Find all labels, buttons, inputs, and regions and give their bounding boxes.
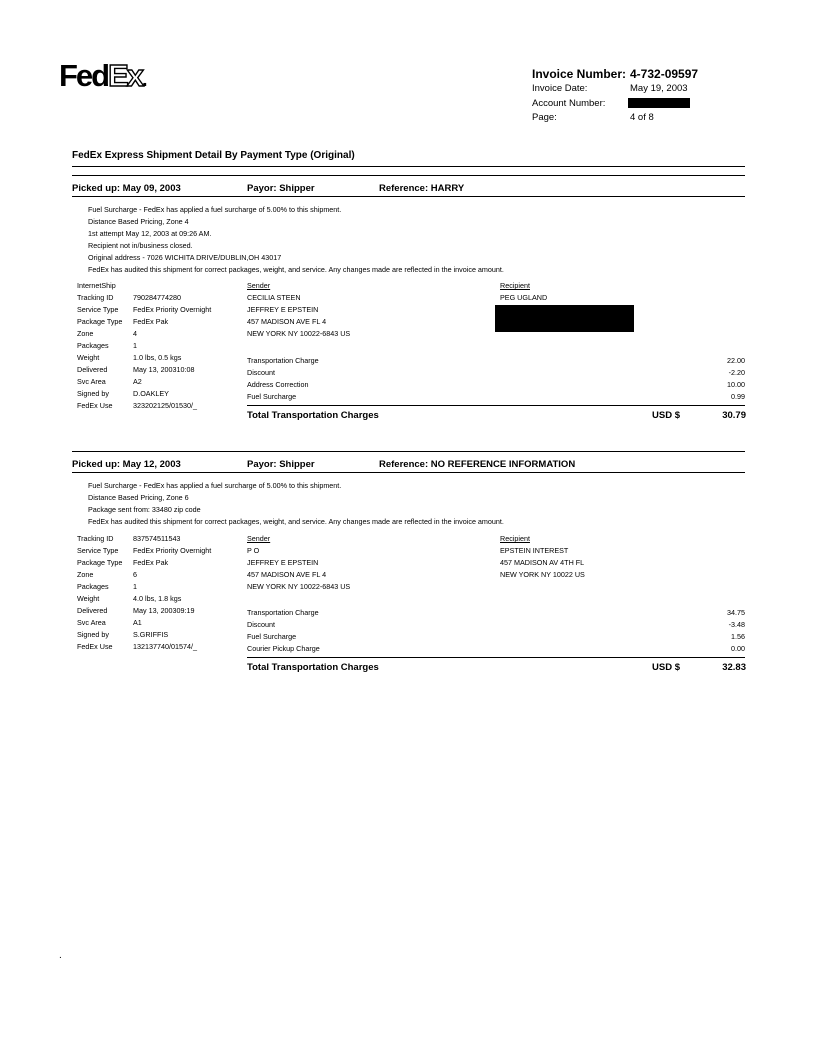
divider [72, 166, 745, 167]
payor: Payor: Shipper [247, 459, 315, 470]
detail-label: Packages [77, 341, 109, 350]
detail-row [77, 280, 242, 292]
sender-block [247, 533, 350, 593]
sender-line: P O [247, 545, 260, 555]
detail-value: 323202125/01530/_ [133, 401, 197, 410]
note-line: 1st attempt May 12, 2003 at 09:26 AM. [88, 228, 212, 238]
note-line: FedEx has audited this shipment for correct packages, weight, and service. Any changes made are reflected in the invoice amount. [88, 516, 504, 526]
detail-value: FedEx Pak [133, 558, 169, 567]
detail-row [77, 400, 242, 412]
detail-row [77, 304, 242, 316]
charge-amount: -2.20 [728, 368, 745, 377]
recipient-label: Recipient [500, 534, 530, 543]
reference: Reference: NO REFERENCE INFORMATION [379, 459, 576, 470]
detail-label: Tracking ID [77, 534, 114, 543]
recipient-line: 457 MADISON AV 4TH FL [500, 557, 585, 567]
detail-value: FedEx Priority Overnight [133, 305, 212, 314]
note-line: Fuel Surcharge - FedEx has applied a fuel surcharge of 5.00% to this shipment. [88, 481, 342, 490]
note-line: Fuel Surcharge - FedEx has applied a fuel surcharge of 5.00% to this shipment. [88, 205, 342, 214]
sender-block [247, 280, 350, 340]
charge-label: Fuel Surcharge [247, 392, 297, 401]
detail-value: A1 [133, 618, 142, 627]
note-line: Recipient not in/business closed. [88, 240, 193, 250]
detail-row [77, 617, 242, 629]
detail-value: 4.0 lbs, 1.8 kgs [133, 594, 182, 603]
shipment-details [77, 533, 242, 653]
total-divider [247, 657, 745, 658]
charge-label: Transportation Charge [247, 356, 319, 365]
divider [72, 472, 745, 473]
invoice-date-label: Invoice Date: [532, 83, 588, 94]
note-line: Distance Based Pricing, Zone 4 [88, 216, 189, 226]
detail-row [77, 629, 242, 641]
detail-value: S.GRIFFIS [133, 630, 169, 639]
detail-label: Signed by [77, 389, 109, 398]
charge-label: Fuel Surcharge [247, 632, 297, 641]
detail-label: Packages [77, 582, 109, 591]
recipient-label: Recipient [500, 281, 530, 290]
sender-label: Sender [247, 534, 271, 543]
charge-amount: 1.56 [731, 632, 745, 641]
charge-amount: 34.75 [727, 608, 745, 617]
detail-value: FedEx Priority Overnight [133, 546, 212, 555]
charges-table [247, 607, 745, 655]
detail-label: FedEx Use [77, 401, 113, 410]
charge-row [247, 607, 745, 619]
detail-value: 132137740/01574/_ [133, 642, 197, 651]
payor: Payor: Shipper [247, 183, 315, 194]
detail-row [77, 352, 242, 364]
detail-row [77, 316, 242, 328]
logo-ex: Ex [108, 58, 143, 93]
detail-label: Tracking ID [77, 293, 114, 302]
charge-row [247, 643, 745, 655]
recipient-line: NEW YORK NY 10022 US [500, 569, 585, 579]
detail-value: 4 [133, 329, 137, 338]
charge-amount: 10.00 [727, 380, 745, 389]
charge-row [247, 355, 745, 367]
detail-label: Service Type [77, 305, 119, 314]
recipient-block [500, 533, 585, 581]
detail-row [77, 376, 242, 388]
divider [72, 451, 745, 452]
detail-row [77, 593, 242, 605]
reference: Reference: HARRY [379, 183, 465, 194]
detail-label: Package Type [77, 317, 123, 326]
detail-row [77, 388, 242, 400]
charge-row [247, 379, 745, 391]
tracking-id: 837574511543 [133, 534, 181, 543]
charge-amount: 0.00 [731, 644, 745, 653]
section-title: FedEx Express Shipment Detail By Payment Type (Original) [72, 150, 355, 161]
page-number: 4 of 8 [630, 112, 654, 123]
charge-row [247, 619, 745, 631]
detail-label: Signed by [77, 630, 109, 639]
fedex-logo [59, 60, 146, 91]
detail-label: Svc Area [77, 618, 106, 627]
currency: USD $ [652, 662, 680, 673]
total-label: Total Transportation Charges [247, 662, 379, 673]
charge-amount: 0.99 [731, 392, 745, 401]
picked-up-date: Picked up: May 12, 2003 [72, 459, 181, 470]
logo-fed: Fed [59, 58, 109, 93]
invoice-date: May 19, 2003 [630, 83, 688, 94]
currency: USD $ [652, 410, 680, 421]
detail-label: Weight [77, 353, 100, 362]
sender-line: CECILIA STEEN [247, 292, 301, 302]
detail-row [77, 533, 242, 545]
detail-row [77, 340, 242, 352]
divider [72, 175, 745, 176]
note-line: Distance Based Pricing, Zone 6 [88, 492, 189, 502]
detail-row [77, 328, 242, 340]
charge-row [247, 631, 745, 643]
detail-value: May 13, 200309:19 [133, 606, 195, 615]
note-line: Original address - 7026 WICHITA DRIVE/DUBLIN,OH 43017 [88, 252, 282, 262]
footer-mark: . [59, 950, 62, 961]
note-line: FedEx has audited this shipment for correct packages, weight, and service. Any changes made are reflected in the invoice amount. [88, 264, 504, 274]
detail-row [77, 545, 242, 557]
detail-value: May 13, 200310:08 [133, 365, 195, 374]
detail-label: Service Type [77, 546, 119, 555]
redacted-recipient-address [495, 305, 634, 332]
charge-amount: -3.48 [728, 620, 745, 629]
total-label: Total Transportation Charges [247, 410, 379, 421]
charges-table [247, 355, 745, 403]
detail-label: Delivered [77, 606, 108, 615]
tracking-id: 790284774280 [133, 293, 181, 302]
invoice-number-label: Invoice Number: [532, 67, 627, 81]
shipment-details [77, 280, 242, 412]
account-number-label: Account Number: [532, 98, 606, 109]
total-divider [247, 405, 745, 406]
sender-line: JEFFREY E EPSTEIN [247, 304, 319, 314]
recipient-line: EPSTEIN INTEREST [500, 545, 569, 555]
total-amount: 32.83 [722, 662, 746, 673]
logo-dot: . [142, 69, 146, 91]
charge-label: Courier Pickup Charge [247, 644, 320, 653]
detail-value: FedEx Pak [133, 317, 169, 326]
invoice-number: 4-732-09597 [630, 67, 699, 81]
charge-row [247, 391, 745, 403]
charge-amount: 22.00 [727, 356, 745, 365]
charge-label: Transportation Charge [247, 608, 319, 617]
detail-value: 1 [133, 341, 137, 350]
detail-row [77, 364, 242, 376]
detail-row [77, 569, 242, 581]
detail-row [77, 292, 242, 304]
detail-label: InternetShip [77, 281, 116, 290]
detail-row [77, 581, 242, 593]
page-label: Page: [532, 112, 557, 123]
detail-label: Weight [77, 594, 100, 603]
sender-line: 457 MADISON AVE FL 4 [247, 569, 327, 579]
detail-value: 6 [133, 570, 137, 579]
sender-label: Sender [247, 281, 271, 290]
shipment-notes [88, 204, 504, 275]
detail-value: 1.0 lbs, 0.5 kgs [133, 353, 182, 362]
sender-line: NEW YORK NY 10022-6843 US [247, 581, 351, 591]
sender-line: 457 MADISON AVE FL 4 [247, 316, 327, 326]
recipient-line: PEG UGLAND [500, 292, 548, 302]
detail-value: A2 [133, 377, 142, 386]
recipient-block [500, 280, 547, 304]
detail-row [77, 557, 242, 569]
picked-up-date: Picked up: May 09, 2003 [72, 183, 181, 194]
redacted-account-number [628, 98, 690, 108]
sender-line: JEFFREY E EPSTEIN [247, 557, 319, 567]
note-line: Package sent from: 33480 zip code [88, 504, 201, 514]
charge-row [247, 367, 745, 379]
detail-label: Delivered [77, 365, 108, 374]
detail-row [77, 641, 242, 653]
sender-line: NEW YORK NY 10022-6843 US [247, 328, 351, 338]
detail-value: 1 [133, 582, 137, 591]
detail-value: D.OAKLEY [133, 389, 169, 398]
detail-label: Package Type [77, 558, 123, 567]
detail-label: Svc Area [77, 377, 106, 386]
detail-label: Zone [77, 570, 94, 579]
charge-label: Address Correction [247, 380, 309, 389]
detail-label: FedEx Use [77, 642, 113, 651]
detail-row [77, 605, 242, 617]
detail-label: Zone [77, 329, 94, 338]
divider [72, 196, 745, 197]
total-amount: 30.79 [722, 410, 746, 421]
shipment-notes [88, 480, 504, 528]
charge-label: Discount [247, 620, 275, 629]
charge-label: Discount [247, 368, 275, 377]
